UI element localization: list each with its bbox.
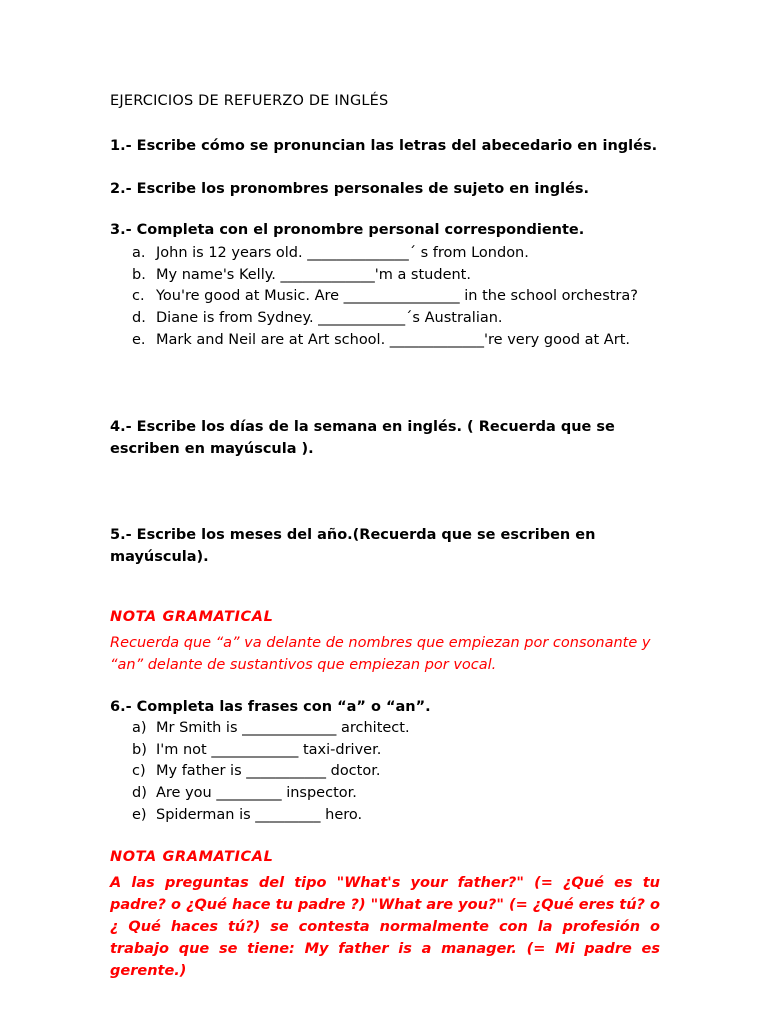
item-marker: b.: [132, 266, 146, 283]
question-3-list: [110, 243, 660, 352]
list-item: [110, 308, 660, 330]
list-item: [110, 783, 660, 805]
item-text: You're good at Music. Are ________________ in the school orchestra?: [156, 288, 638, 305]
question-6-list: [110, 718, 660, 827]
item-text: I'm not ____________ taxi-driver.: [156, 741, 382, 758]
question-2: 2.- Escribe los pronombres personales de sujeto en inglés.: [110, 181, 590, 197]
grammar-note-heading-2: NOTA GRAMATICAL: [110, 849, 274, 865]
list-item: [110, 265, 660, 287]
question-6: 6.- Completa las frases con “a” o “an”.: [110, 699, 431, 715]
item-marker: b): [132, 741, 147, 758]
worksheet-title: EJERCICIOS DE REFUERZO DE INGLÉS: [110, 93, 389, 109]
item-marker: a.: [132, 245, 146, 261]
item-text: John is 12 years old. ______________´ s from London.: [156, 245, 529, 261]
item-text: Diane is from Sydney. ____________´s Australian.: [156, 310, 503, 327]
item-text: Are you _________ inspector.: [156, 785, 357, 802]
grammar-note-heading: NOTA GRAMATICAL: [110, 609, 274, 625]
list-item: [110, 740, 660, 762]
question-4: 4.- Escribe los días de la semana en inglés. ( Recuerda que se escriben en mayúscula ).: [110, 419, 615, 457]
question-3: 3.- Completa con el pronombre personal correspondiente.: [110, 222, 585, 238]
list-item: [110, 286, 660, 308]
list-item: [110, 718, 660, 740]
item-text: My father is ___________ doctor.: [156, 763, 381, 780]
item-text: Mr Smith is _____________ architect.: [156, 720, 410, 736]
item-marker: d.: [132, 310, 146, 327]
item-text: Spiderman is _________ hero.: [156, 806, 363, 823]
item-text: My name's Kelly. _____________'m a student.: [156, 266, 471, 283]
grammar-note-body: Recuerda que “a” va delante de nombres que empiezan por consonante y “an” delante de sustantivos que empiezan por vocal.: [110, 635, 651, 673]
item-marker: e.: [132, 331, 146, 348]
list-item: [110, 761, 660, 783]
item-marker: c.: [132, 288, 145, 305]
item-marker: a): [132, 720, 147, 736]
item-marker: e): [132, 806, 147, 823]
item-marker: c): [132, 763, 146, 780]
list-item: [110, 805, 660, 827]
grammar-note-body-2: A las preguntas del tipo "What's your father?" (= ¿Qué es tu padre? o ¿Qué hace tu padre ?) "What are you?" (= ¿Qué eres tú? o ¿ Qué haces tú?) se contesta normalmente con la profesión o trabajo que se tiene: My father is a manager. (= Mi padre es gerente.): [110, 875, 660, 979]
list-item: [110, 330, 660, 352]
question-5: 5.- Escribe los meses del año.(Recuerda que se escriben en mayúscula).: [110, 527, 596, 565]
item-text: Mark and Neil are at Art school. _____________'re very good at Art.: [156, 331, 630, 348]
item-marker: d): [132, 785, 147, 802]
list-item: [110, 243, 660, 265]
question-1: 1.- Escribe cómo se pronuncian las letras del abecedario en inglés.: [110, 138, 658, 154]
